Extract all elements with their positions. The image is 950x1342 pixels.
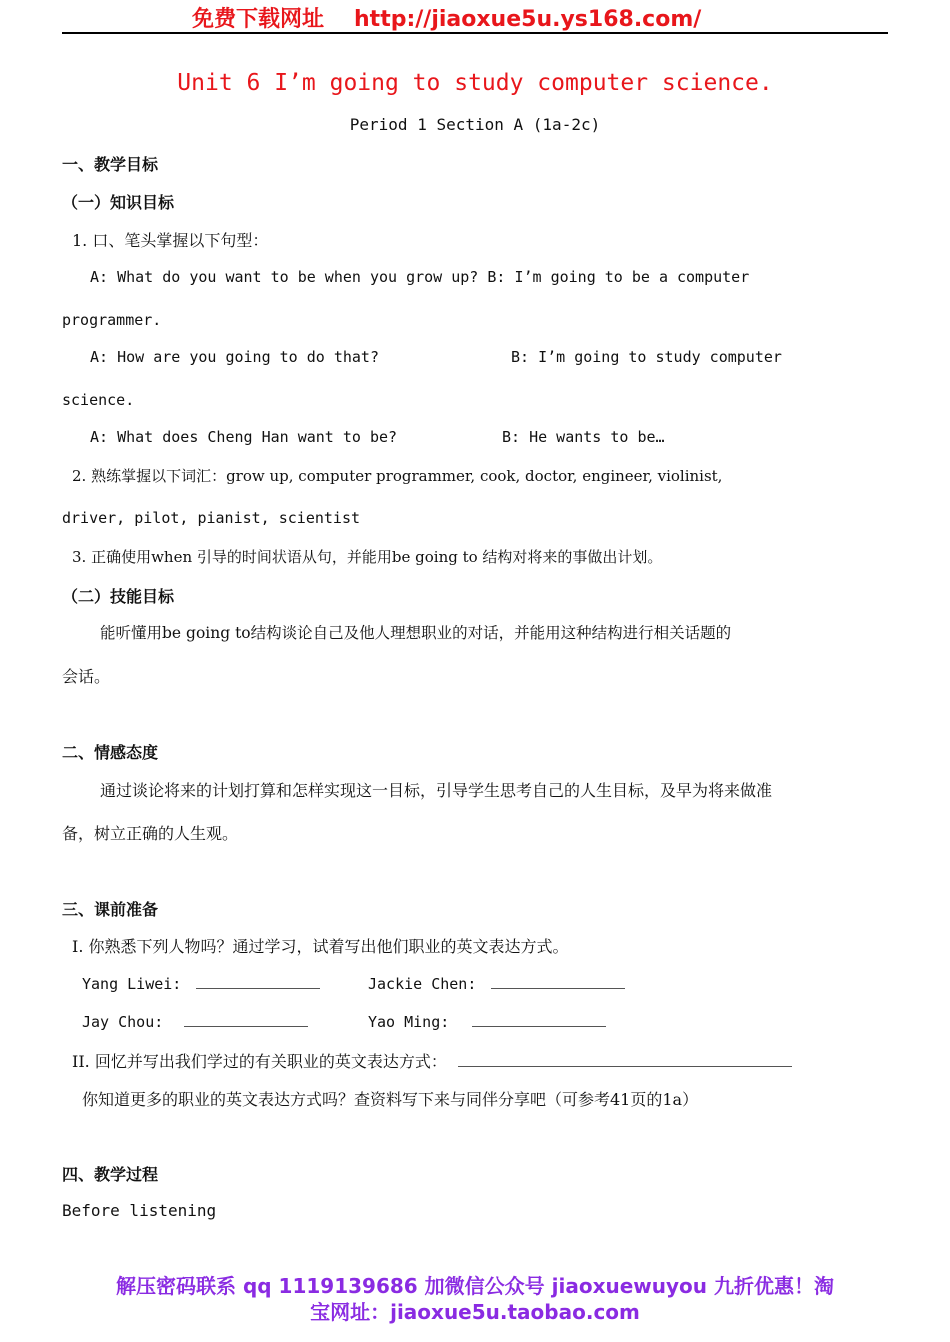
footer-line-1: 解压密码联系 qq 1119139686 加微信公众号 jiaoxuewuyou 九折优惠！淘 bbox=[116, 1274, 834, 1298]
skill-text-line-b: 会话。 bbox=[62, 667, 111, 686]
answer-blank[interactable] bbox=[184, 1012, 308, 1027]
name-label: Yao Ming: bbox=[368, 1013, 450, 1031]
name-yang-liwei bbox=[82, 974, 320, 993]
item-1: 1. 口、笔头掌握以下句型： bbox=[72, 231, 269, 250]
attitude-line-b: 备，树立正确的人生观。 bbox=[62, 824, 239, 843]
dialog-3-question: A: What does Cheng Han want to be? bbox=[90, 428, 398, 446]
header-label: 免费下载网址 bbox=[192, 7, 325, 32]
dialog-3-answer: B: He wants to be… bbox=[502, 428, 665, 446]
section-1-heading: 一、教学目标 bbox=[62, 155, 159, 174]
answer-blank[interactable] bbox=[491, 974, 625, 989]
prep-question-3: 你知道更多的职业的英文表达方式吗？查资料写下来与同伴分享吧（可参考41页的1a） bbox=[82, 1090, 699, 1109]
header-text bbox=[192, 2, 701, 33]
answer-blank[interactable] bbox=[196, 974, 320, 989]
section-2-heading: 二、情感态度 bbox=[62, 743, 159, 762]
name-jackie-chen bbox=[368, 974, 625, 993]
before-listening-heading: Before listening bbox=[62, 1201, 217, 1220]
answer-blank[interactable] bbox=[472, 1012, 606, 1027]
footer-line-2[interactable]: 宝网址：jiaoxue5u.taobao.com bbox=[310, 1300, 640, 1324]
prep-question-1: I. 你熟悉下列人物吗？通过学习，试着写出他们职业的英文表达方式。 bbox=[72, 937, 569, 956]
dialog-2-answer-cont: science. bbox=[62, 391, 135, 409]
item-2-line-b: driver, pilot, pianist, scientist bbox=[62, 509, 361, 527]
header-url-link[interactable]: http://jiaoxue5u.ys168.com/ bbox=[354, 7, 702, 32]
doc-subtitle: Period 1 Section A (1a-2c) bbox=[349, 115, 601, 134]
dialog-2-question: A: How are you going to do that? bbox=[90, 348, 379, 366]
knowledge-goal-heading: （一）知识目标 bbox=[62, 193, 175, 212]
item-2-line-a: 2. 熟练掌握以下词汇：grow up, computer programmer, cook, doctor, engineer, violinist, bbox=[72, 467, 723, 485]
skill-goal-heading: （二）技能目标 bbox=[62, 587, 175, 606]
item-3: 3. 正确使用when 引导的时间状语从句，并能用be going to 结构对将来的事做出计划。 bbox=[72, 548, 663, 566]
section-4-heading: 四、教学过程 bbox=[62, 1165, 159, 1184]
header-bar bbox=[62, 0, 888, 34]
name-label: Yang Liwei: bbox=[82, 975, 182, 993]
prep-question-2-text: II. 回忆并写出我们学过的有关职业的英文表达方式： bbox=[72, 1052, 447, 1071]
dialog-2-answer: B: I’m going to study computer bbox=[511, 348, 782, 366]
name-yao-ming bbox=[368, 1012, 606, 1031]
skill-text-line-a: 能听懂用be going to结构谈论自己及他人理想职业的对话，并能用这种结构进行相关话题的 bbox=[100, 624, 732, 642]
doc-title: Unit 6 I’m going to study computer science. bbox=[177, 70, 773, 96]
dialog-1-line-b: programmer. bbox=[62, 311, 162, 329]
prep-question-2 bbox=[72, 1049, 792, 1072]
name-label: Jay Chou: bbox=[82, 1013, 164, 1031]
name-label: Jackie Chen: bbox=[368, 975, 477, 993]
attitude-line-a: 通过谈论将来的计划打算和怎样实现这一目标，引导学生思考自己的人生目标，及早为将来做准 bbox=[100, 781, 773, 800]
section-3-heading: 三、课前准备 bbox=[62, 900, 159, 919]
answer-blank[interactable] bbox=[458, 1052, 792, 1067]
dialog-1-line-a: A: What do you want to be when you grow up? B: I’m going to be a computer bbox=[90, 268, 750, 286]
name-jay-chou bbox=[82, 1012, 308, 1031]
